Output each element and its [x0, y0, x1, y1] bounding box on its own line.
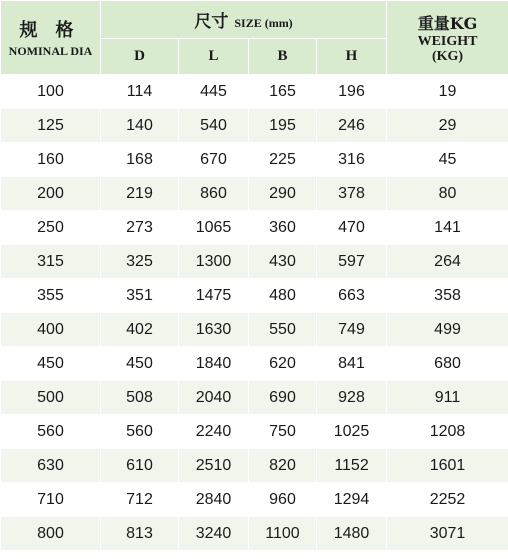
table-row	[1, 245, 508, 279]
h-cell: 1025	[317, 415, 387, 449]
table-row	[1, 109, 508, 143]
weight-cell: 1601	[387, 449, 508, 483]
nominal-dia-cell: 450	[1, 347, 101, 381]
b-cell: 290	[249, 177, 317, 211]
l-cell: 2240	[179, 415, 249, 449]
nominal-dia-header	[1, 1, 101, 75]
weight-cell: 3071	[387, 517, 508, 551]
col-header-h: H	[317, 39, 387, 75]
col-header-b: B	[249, 39, 317, 75]
h-cell: 597	[317, 245, 387, 279]
b-cell: 750	[249, 415, 317, 449]
table-row	[1, 517, 508, 551]
nominal-dia-cell: 315	[1, 245, 101, 279]
l-cell: 2040	[179, 381, 249, 415]
d-cell: 560	[101, 415, 179, 449]
h-cell: 470	[317, 211, 387, 245]
l-cell: 3240	[179, 517, 249, 551]
d-cell: 351	[101, 279, 179, 313]
table-row	[1, 381, 508, 415]
d-cell: 450	[101, 347, 179, 381]
l-cell: 2840	[179, 483, 249, 517]
l-cell: 540	[179, 109, 249, 143]
h-cell: 1480	[317, 517, 387, 551]
weight-cell: 80	[387, 177, 508, 211]
b-cell: 360	[249, 211, 317, 245]
d-cell: 610	[101, 449, 179, 483]
weight-en-label: WEIGHT	[417, 34, 478, 49]
b-cell: 225	[249, 143, 317, 177]
l-cell: 1300	[179, 245, 249, 279]
weight-cell: 29	[387, 109, 508, 143]
size-en-label: SIZE (mm)	[234, 16, 293, 30]
table-row	[1, 143, 508, 177]
col-header-d: D	[101, 39, 179, 75]
h-cell: 1294	[317, 483, 387, 517]
table-row	[1, 313, 508, 347]
weight-cell: 1208	[387, 415, 508, 449]
d-cell: 114	[101, 75, 179, 109]
d-cell: 508	[101, 381, 179, 415]
b-cell: 430	[249, 245, 317, 279]
h-cell: 841	[317, 347, 387, 381]
nominal-dia-cell: 500	[1, 381, 101, 415]
h-cell: 749	[317, 313, 387, 347]
table-row	[1, 177, 508, 211]
b-cell: 480	[249, 279, 317, 313]
weight-cell: 2252	[387, 483, 508, 517]
b-cell: 620	[249, 347, 317, 381]
table-row	[1, 415, 508, 449]
weight-cell: 358	[387, 279, 508, 313]
weight-cell: 141	[387, 211, 508, 245]
table-row	[1, 347, 508, 381]
weight-cell: 264	[387, 245, 508, 279]
table-row	[1, 449, 508, 483]
h-cell: 246	[317, 109, 387, 143]
table-row	[1, 75, 508, 109]
nominal-dia-cell: 355	[1, 279, 101, 313]
nominal-dia-en-label: NOMINAL DIA	[8, 44, 93, 58]
nominal-dia-cell: 710	[1, 483, 101, 517]
nominal-dia-cell: 630	[1, 449, 101, 483]
nominal-dia-cell: 160	[1, 143, 101, 177]
d-cell: 712	[101, 483, 179, 517]
weight-unit-label: (KG)	[431, 49, 464, 64]
l-cell: 1840	[179, 347, 249, 381]
h-cell: 1152	[317, 449, 387, 483]
nominal-dia-cell: 400	[1, 313, 101, 347]
weight-cn-label: 重量KG	[417, 14, 478, 33]
weight-header	[387, 1, 508, 75]
nominal-dia-cell: 200	[1, 177, 101, 211]
d-cell: 140	[101, 109, 179, 143]
d-cell: 273	[101, 211, 179, 245]
b-cell: 690	[249, 381, 317, 415]
weight-cell: 911	[387, 381, 508, 415]
l-cell: 1065	[179, 211, 249, 245]
table-body	[1, 75, 508, 551]
l-cell: 860	[179, 177, 249, 211]
weight-cell: 499	[387, 313, 508, 347]
col-header-l: L	[179, 39, 249, 75]
d-cell: 168	[101, 143, 179, 177]
nominal-dia-cell: 250	[1, 211, 101, 245]
b-cell: 195	[249, 109, 317, 143]
h-cell: 316	[317, 143, 387, 177]
nominal-dia-cell: 125	[1, 109, 101, 143]
l-cell: 445	[179, 75, 249, 109]
b-cell: 1100	[249, 517, 317, 551]
nominal-dia-cell: 100	[1, 75, 101, 109]
nominal-dia-cn-label: 规格	[19, 20, 92, 41]
l-cell: 670	[179, 143, 249, 177]
size-header	[101, 1, 387, 39]
b-cell: 960	[249, 483, 317, 517]
h-cell: 378	[317, 177, 387, 211]
weight-cell: 680	[387, 347, 508, 381]
table-row	[1, 279, 508, 313]
b-cell: 165	[249, 75, 317, 109]
table-row	[1, 483, 508, 517]
weight-cell: 45	[387, 143, 508, 177]
nominal-dia-cell: 800	[1, 517, 101, 551]
l-cell: 2510	[179, 449, 249, 483]
h-cell: 928	[317, 381, 387, 415]
table-row	[1, 211, 508, 245]
b-cell: 550	[249, 313, 317, 347]
size-cn-label: 尺寸	[194, 12, 229, 32]
h-cell: 196	[317, 75, 387, 109]
weight-cell: 19	[387, 75, 508, 109]
b-cell: 820	[249, 449, 317, 483]
l-cell: 1475	[179, 279, 249, 313]
nominal-dia-cell: 560	[1, 415, 101, 449]
d-cell: 813	[101, 517, 179, 551]
h-cell: 663	[317, 279, 387, 313]
l-cell: 1630	[179, 313, 249, 347]
d-cell: 219	[101, 177, 179, 211]
d-cell: 325	[101, 245, 179, 279]
d-cell: 402	[101, 313, 179, 347]
